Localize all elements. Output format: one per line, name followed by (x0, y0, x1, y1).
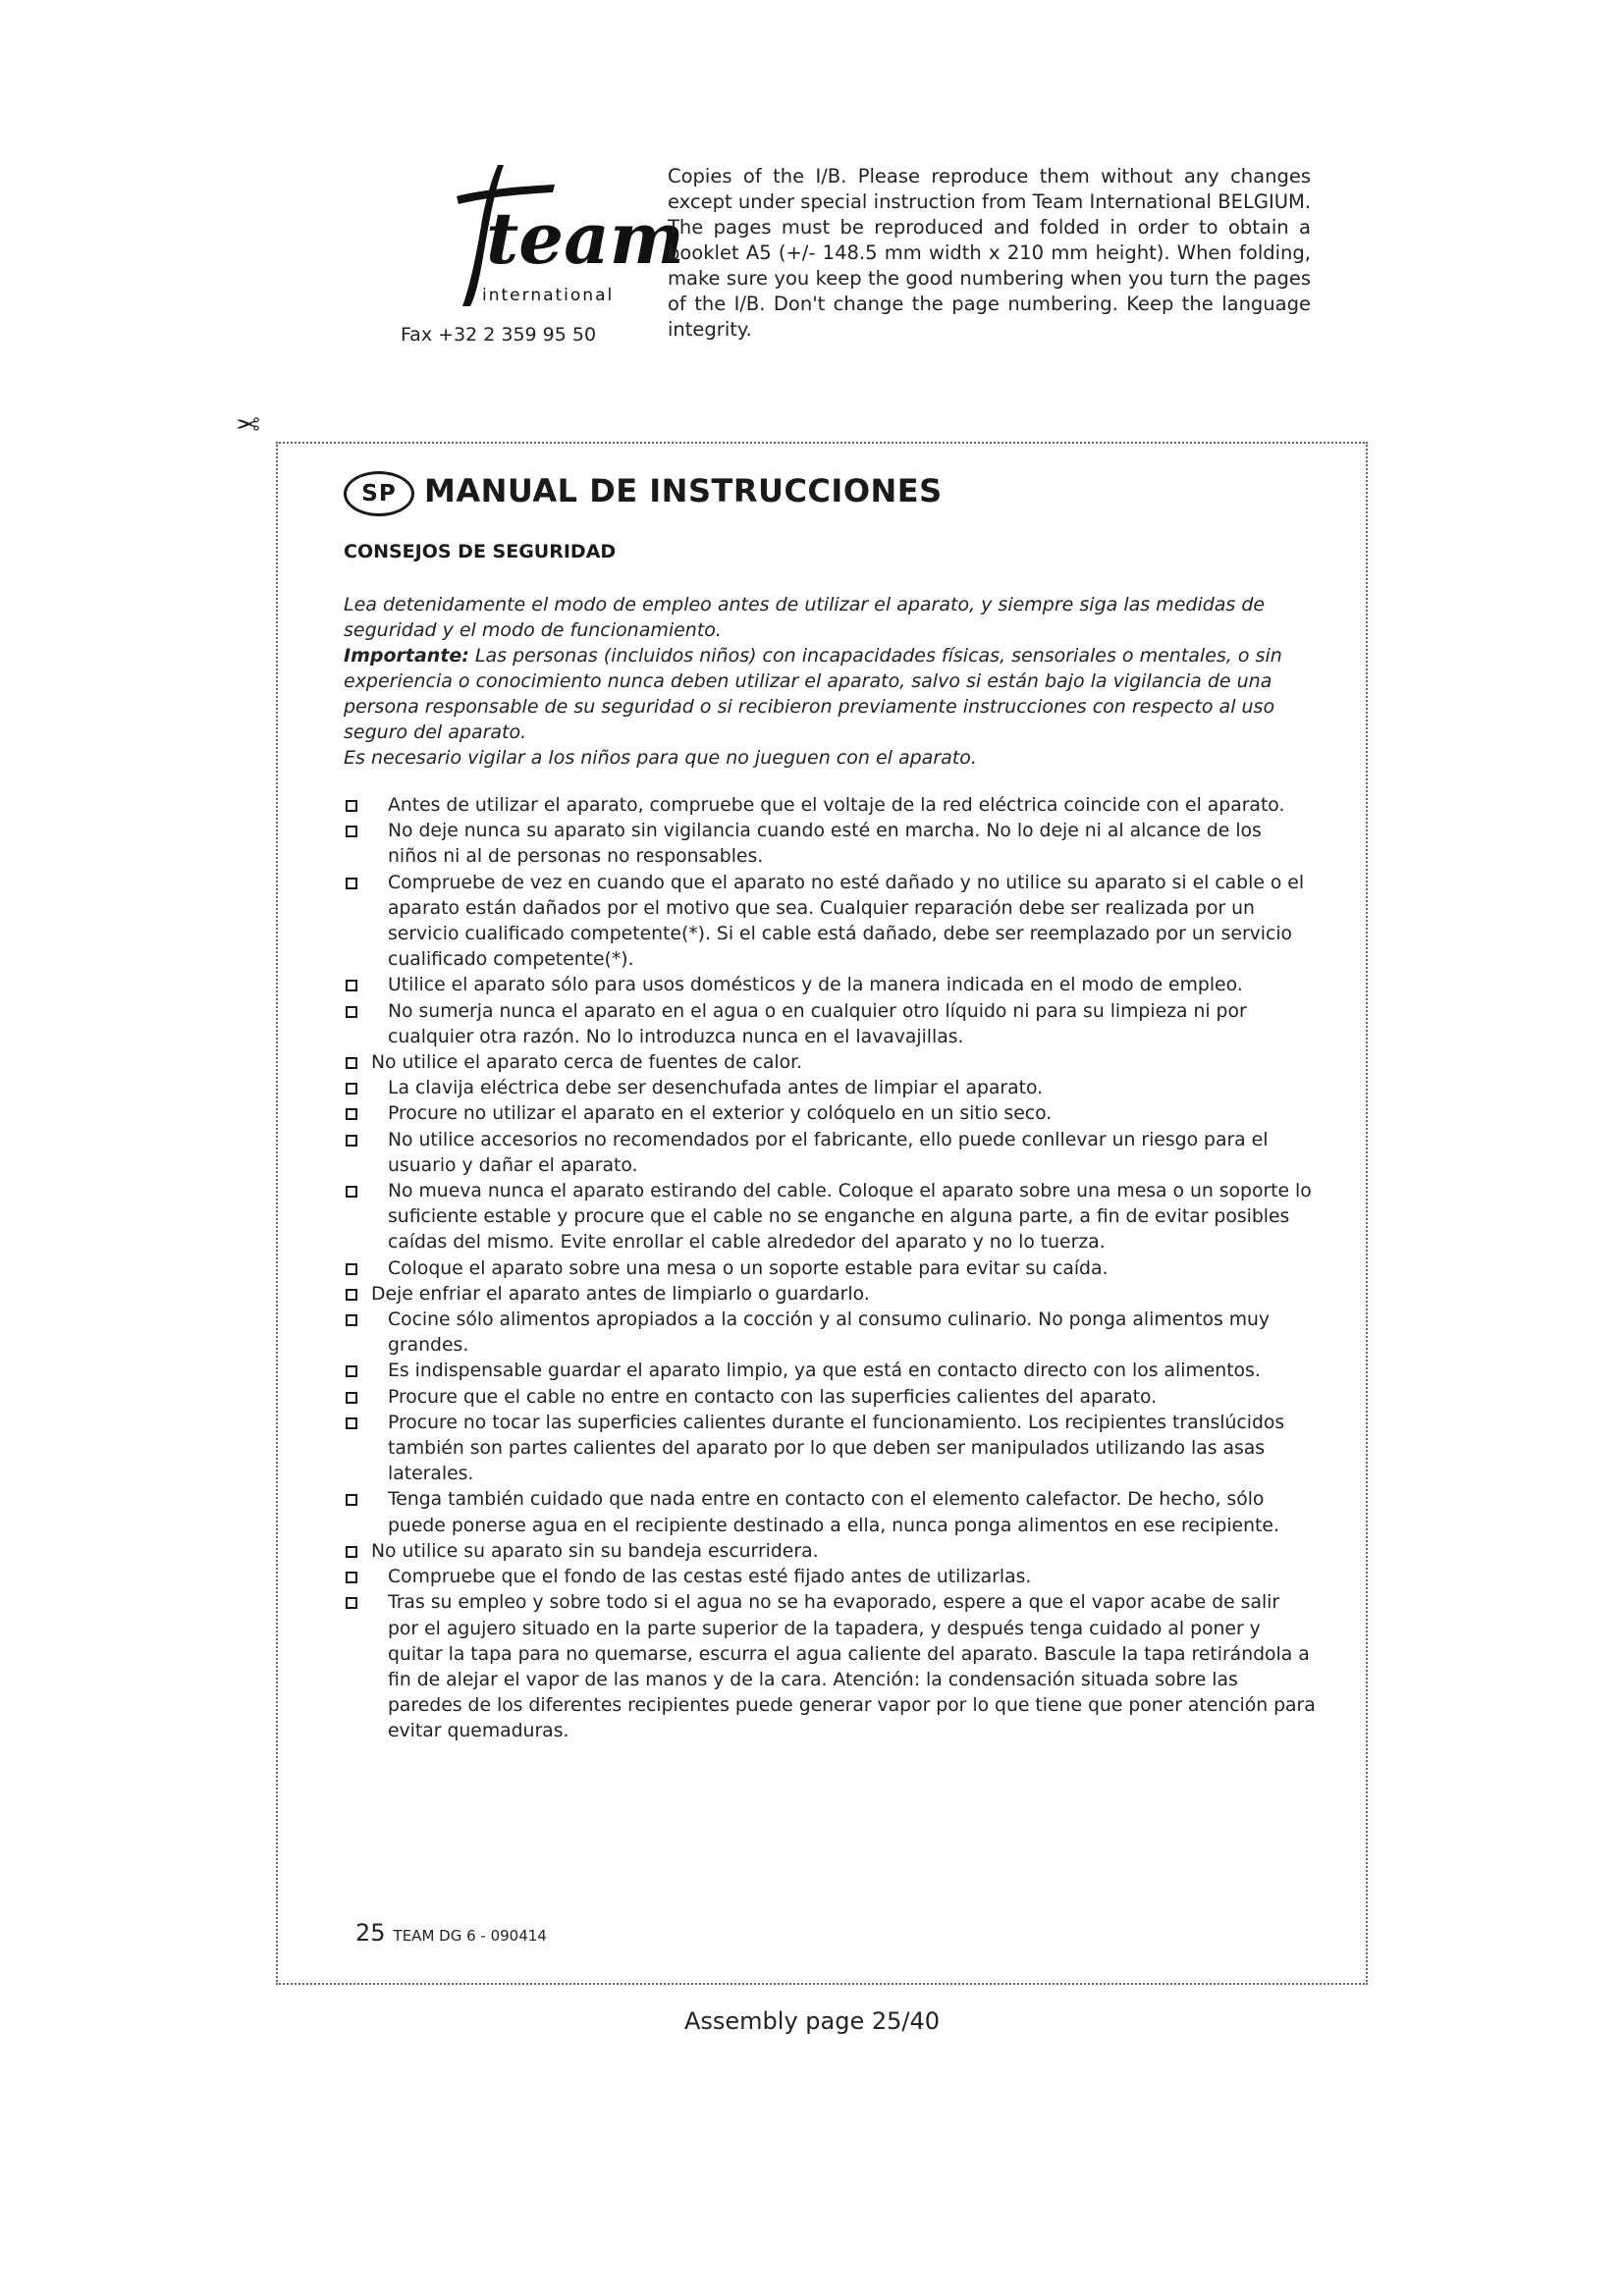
list-item: Deje enfriar el aparato antes de limpiarlo o guardarlo. (344, 1282, 1316, 1308)
intro-text (344, 592, 1316, 771)
manual-title: MANUAL DE INSTRUCCIONES (424, 472, 943, 509)
checkbox-bullet-icon (346, 1263, 357, 1275)
list-item: Compruebe de vez en cuando que el aparato no esté dañado y no utilice su aparato si el cable o el aparato están dañados por el motivo que sea. Cualquier reparación debe ser realizada por un servicio cualificado competente(*). Si el cable está dañado, debe ser reemplazado por un servicio cualificado competente(*). (344, 871, 1316, 974)
reproduction-instructions: Copies of the I/B. Please reproduce them without any changes except under special instruction from Team International BELGIUM. The pages must be reproduced and folded in order to obtain a booklet A5 (+/- 148.5 mm width x 210 mm height). When folding, make sure you keep the good numbering when you turn the pages of the I/B. Don't change the page numbering. Keep the language integrity. (668, 165, 1311, 341)
checkbox-bullet-icon (346, 800, 357, 812)
list-item: No mueva nunca el aparato estirando del cable. Coloque el aparato sobre una mesa o un soporte lo suficiente estable y procure que el cable no se enganche en alguna parte, a fin de evitar posibles caídas del mismo. Evite enrollar el cable alrededor del aparato y no lo tuerza. (344, 1179, 1316, 1256)
list-item: No utilice el aparato cerca de fuentes de calor. (344, 1050, 1316, 1076)
important-text: Las personas (incluidos niños) con incapacidades físicas, sensoriales o mentales, o sin experiencia o conocimiento nunca deben utilizar el aparato, salvo si están bajo la vigilancia de una persona responsable de su seguridad o si recibieron previamente instrucciones con respecto al uso seguro del aparato. (344, 645, 1282, 743)
list-item: Utilice el aparato sólo para usos domésticos y de la manera indicada en el modo de empleo. (344, 973, 1316, 998)
checkbox-bullet-icon (346, 1417, 357, 1429)
language-badge: SP (344, 471, 414, 516)
page-number: 25 (355, 1919, 386, 1947)
list-item: Tras su empleo y sobre todo si el agua no se ha evaporado, espere a que el vapor acabe de salir por el agujero situado en la parte superior de la tapadera, y después tenga cuidado al poner y quitar la tapa para no quemarse, escurra el agua caliente del aparato. Bascule la tapa retirándola a fin de alejar el vapor de las manos y de la cara. Atención: la condensación situada sobre las paredes de los diferentes recipientes puede generar vapor por lo que tiene que poner atención para evitar quemaduras. (344, 1590, 1316, 1744)
checkbox-bullet-icon (346, 1597, 357, 1609)
list-item: Coloque el aparato sobre una mesa o un soporte estable para evitar su caída. (344, 1256, 1316, 1282)
intro-paragraph: Lea detenidamente el modo de empleo antes de utilizar el aparato, y siempre siga las medidas de seguridad y el modo de funcionamiento. (344, 594, 1266, 641)
checkbox-bullet-icon (346, 1108, 357, 1120)
checkbox-bullet-icon (346, 1135, 357, 1147)
model-code: TEAM DG 6 - 090414 (393, 1927, 547, 1945)
checkbox-bullet-icon (346, 980, 357, 991)
checkbox-bullet-icon (346, 1572, 357, 1583)
checkbox-bullet-icon (346, 1186, 357, 1198)
page-footer (355, 1919, 547, 1947)
list-item: Cocine sólo alimentos apropiados a la cocción y al consumo culinario. No ponga alimentos muy grandes. (344, 1308, 1316, 1359)
checkbox-bullet-icon (346, 826, 357, 837)
list-item: No utilice accesorios no recomendados por el fabricante, ello puede conllevar un riesgo para el usuario y dañar el aparato. (344, 1128, 1316, 1179)
team-international-logo (388, 157, 684, 314)
list-item: Procure no tocar las superficies calientes durante el funcionamiento. Los recipientes translúcidos también son partes calientes del aparato por lo que deben ser manipulados utilizando las asas laterales. (344, 1411, 1316, 1488)
checkbox-bullet-icon (346, 1365, 357, 1377)
fax-number: Fax +32 2 359 95 50 (401, 324, 597, 346)
checkbox-bullet-icon (346, 1083, 357, 1095)
list-item: No sumerja nunca el aparato en el agua o en cualquier otro líquido ni para su limpieza ni por cualquier otra razón. No lo introduzca nunca en el lavavajillas. (344, 999, 1316, 1050)
checkbox-bullet-icon (346, 1392, 357, 1404)
important-label: Importante: (344, 645, 469, 667)
safety-list (344, 793, 1316, 1745)
checkbox-bullet-icon (346, 1006, 357, 1018)
checkbox-bullet-icon (346, 878, 357, 889)
list-item: No utilice su aparato sin su bandeja escurridera. (344, 1539, 1316, 1565)
intro-important (344, 643, 1316, 745)
list-item: Es indispensable guardar el aparato limpio, ya que está en contacto directo con los alimentos. (344, 1359, 1316, 1384)
logo-subtitle: international (482, 286, 615, 305)
checkbox-bullet-icon (346, 1494, 357, 1506)
list-item: Procure que el cable no entre en contacto con las superficies calientes del aparato. (344, 1385, 1316, 1411)
scissors-icon: ✂ (236, 405, 261, 440)
list-item: Compruebe que el fondo de las cestas esté fijado antes de utilizarlas. (344, 1565, 1316, 1590)
checkbox-bullet-icon (346, 1546, 357, 1558)
checkbox-bullet-icon (346, 1057, 357, 1069)
list-item: Antes de utilizar el aparato, compruebe que el voltaje de la red eléctrica coincide con el aparato. (344, 793, 1316, 819)
section-heading: CONSEJOS DE SEGURIDAD (344, 541, 617, 562)
logo-wordmark: team (486, 196, 684, 280)
assembly-page-label: Assembly page 25/40 (683, 2007, 941, 2035)
list-item: Procure no utilizar el aparato en el exterior y colóquelo en un sitio seco. (344, 1101, 1316, 1127)
checkbox-bullet-icon (346, 1289, 357, 1301)
list-item: La clavija eléctrica debe ser desenchufada antes de limpiar el aparato. (344, 1076, 1316, 1101)
intro-children-warning: Es necesario vigilar a los niños para que no jueguen con el aparato. (344, 747, 977, 769)
list-item: Tenga también cuidado que nada entre en contacto con el elemento calefactor. De hecho, sólo puede ponerse agua en el recipiente destinado a ella, nunca ponga alimentos en ese recipiente. (344, 1487, 1316, 1538)
list-item: No deje nunca su aparato sin vigilancia cuando esté en marcha. No lo deje ni al alcance de los niños ni al de personas no responsables. (344, 819, 1316, 870)
checkbox-bullet-icon (346, 1314, 357, 1326)
